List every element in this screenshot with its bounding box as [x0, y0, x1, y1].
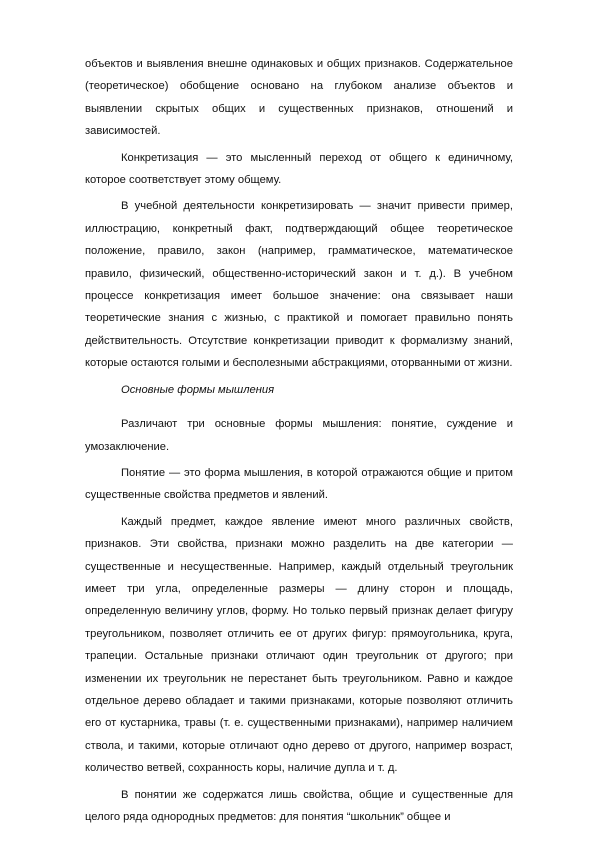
paragraph-continued: объектов и выявления внешне одинаковых и общих признаков. Содержательное (теоретическое) обобщение основано на глубоком анализе объектов и выявлении скрытых общих и существенных признаков, отношений и зависимостей. [85, 58, 513, 138]
paragraph-properties: Каждый предмет, каждое явление имеют много различных свойств, признаков. Эти свойства, признаки можно разделить на две категории — существенные и несущественные. Например, каждый отдельный треугольник имеет три угла, определенные размеры — длину сторон и площадь, определенную величину углов, форму. Но только первый признак делает фигуру треугольником, позволяет отличить ее от других фигур: прямоугольника, круга, трапеции. Остальные признаки отличают один треугольник от другого; при изменении их треугольник не перестанет быть треугольником. Равно и каждое отдельное дерево обладает и такими признаками, которые позволяют отличить его от кустарника, травы (т. е. существенными признаками), например наличием ствола, и такими, которые отличают одно дерево от другого, например возраст, количество ветвей, сохранность коры, наличие дупла и т. д. [85, 515, 513, 775]
section-heading: Основные формы мышления [121, 383, 275, 396]
paragraph-thinking-forms: Различают три основные формы мышления: понятие, суждение и умозаключение. [85, 418, 513, 453]
paragraph-concretization-definition: Конкретизация — это мысленный переход от общего к единичному, которое соответствует этому общему. [85, 151, 513, 187]
paragraph-concept-definition: Понятие — это форма мышления, в которой отражаются общие и притом существенные свойства предметов и явлений. [85, 466, 513, 502]
paragraph-concretization-learning: В учебной деятельности конкретизировать — значит привести пример, иллюстрацию, конкретный факт, подтверждающий общее теоретическое положение, правило, закон (например, грамматическое, математическое правило, физический, общественно-исторический закон и т. д.). В учебном процессе конкретизация имеет большое значение: она связывает наши теоретические знания с жизнью, с практикой и помогает правильно понять действительность. Отсутствие конкретизации приводит к формализму знаний, которые остаются голыми и бесполезными абстракциями, оторванными от жизни. [85, 200, 513, 370]
document-body [85, 53, 513, 832]
paragraph-concept-content: В понятии же содержатся лишь свойства, общие и существенные для целого ряда однородных предметов: для понятия “школьник” общее и [85, 788, 513, 823]
